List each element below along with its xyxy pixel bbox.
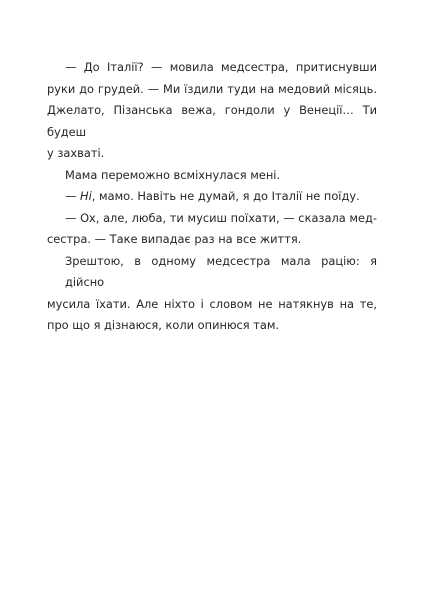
text-line bbox=[47, 186, 377, 208]
text-line: Джелато, Пізанська вежа, гондоли у Венеції… Ти будеш bbox=[47, 103, 377, 139]
text-line: про що я дізнаюся, коли опинюся там. bbox=[47, 318, 280, 332]
text-line: руки до грудей. — Ми їздили туди на медовий місяць. bbox=[47, 81, 377, 96]
dash-text: — bbox=[65, 189, 81, 203]
text-line: мусила їхати. Але ніхто і словом не натякнув на те, bbox=[47, 296, 377, 311]
text-line: сестра. — Таке випадає раз на все життя. bbox=[47, 232, 302, 246]
text-line: Мама переможно всміхнулася мені. bbox=[65, 167, 281, 182]
body-text bbox=[47, 57, 377, 337]
text-line: Зрештою, в одному медсестра мала рацію: я дійсно bbox=[65, 253, 377, 289]
text-line: у захваті. bbox=[47, 146, 105, 160]
text-line: — До Італії? — мовила медсестра, притиснувши bbox=[65, 60, 377, 74]
emphasis-text: Ні bbox=[80, 189, 92, 203]
text-line: — Ох, але, люба, ти мусиш поїхати, — сказала мед- bbox=[65, 210, 377, 225]
line-remainder: , мамо. Навіть не думай, я до Італії не поїду. bbox=[91, 189, 360, 203]
